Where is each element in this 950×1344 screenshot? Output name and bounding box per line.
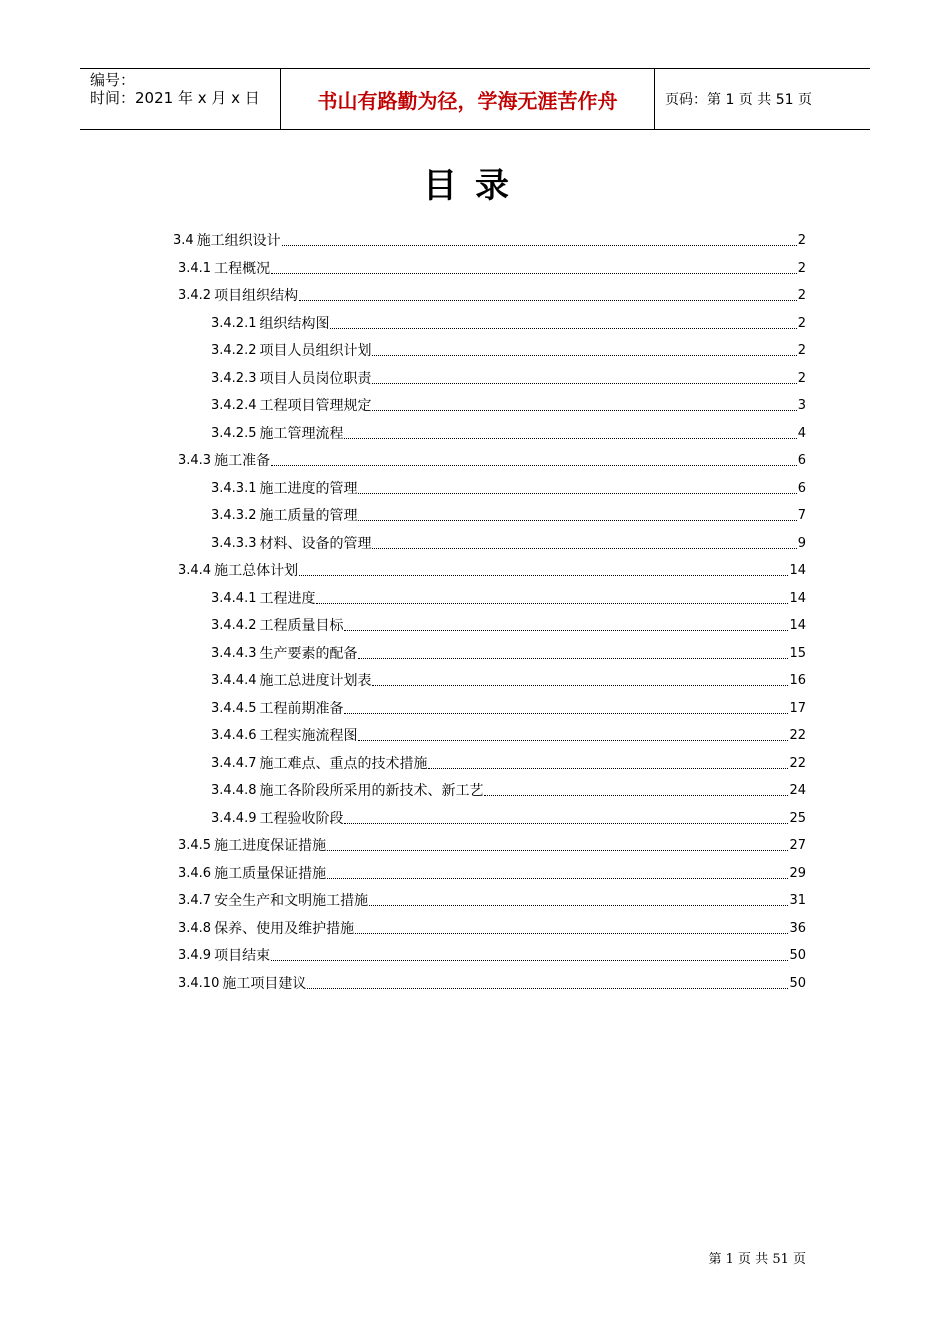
- toc-entry-page: 2: [797, 315, 806, 331]
- toc-entry-number: 3.4.3: [178, 453, 212, 468]
- toc-entry-title: 项目组织结构: [214, 288, 299, 304]
- toc-entry-page: 14: [789, 618, 806, 633]
- toc-dot-leader: [372, 382, 796, 384]
- toc-entry-page: 2: [797, 260, 806, 276]
- toc-entry-title: 施工总进度计划表: [259, 673, 372, 689]
- toc-entry-page: 9: [797, 535, 806, 551]
- toc-dot-leader: [327, 877, 788, 879]
- toc-dot-leader: [484, 794, 788, 796]
- toc-entry[interactable]: [211, 749, 806, 773]
- toc-entry-number: 3.4.1: [178, 260, 212, 276]
- toc-dot-leader: [372, 409, 796, 411]
- toc-entry-number: 3.4.10: [178, 975, 220, 991]
- toc-entry[interactable]: [178, 446, 806, 470]
- toc-entry-page: 14: [789, 563, 806, 578]
- toc-entry-number: 3.4.3.3: [211, 535, 257, 551]
- toc-entry-title: 施工总体计划: [214, 563, 299, 579]
- toc-entry-number: 3.4.4: [178, 563, 212, 578]
- toc-entry-title: 施工准备: [214, 453, 271, 469]
- toc-entry-title: 施工质量保证措施: [214, 865, 327, 882]
- toc-entry[interactable]: [211, 694, 806, 718]
- toc-entry-number: 3.4.2: [178, 288, 212, 303]
- toc-entry[interactable]: [211, 666, 806, 690]
- toc-entry-number: 3.4.4.6: [211, 728, 257, 743]
- toc-entry[interactable]: [211, 721, 806, 745]
- document-header: [80, 68, 870, 130]
- toc-entry-title: 项目人员组织计划: [259, 343, 372, 359]
- toc-dot-leader: [271, 464, 797, 466]
- toc-dot-leader: [330, 327, 796, 329]
- toc-entry-number: 3.4.2.2: [211, 343, 257, 358]
- toc-entry[interactable]: [173, 226, 806, 250]
- toc-entry-page: 3: [797, 398, 806, 413]
- toc-entry-page: 17: [789, 700, 806, 716]
- toc-entry-page: 27: [789, 838, 806, 853]
- toc-entry[interactable]: [211, 501, 806, 525]
- toc-dot-leader: [355, 932, 788, 934]
- toc-dot-leader: [271, 959, 788, 961]
- toc-entry-page: 2: [797, 288, 806, 303]
- toc-entry[interactable]: [178, 941, 806, 965]
- toc-dot-leader: [299, 574, 788, 576]
- toc-entry-page: 31: [789, 893, 806, 908]
- toc-entry-number: 3.4.5: [178, 838, 212, 853]
- toc-dot-leader: [344, 712, 788, 714]
- toc-entry-title: 施工进度的管理: [259, 480, 358, 497]
- header-page-info: 页码：第 1 页 共 51 页: [665, 92, 812, 108]
- toc-entry-title: 项目人员岗位职责: [259, 370, 372, 387]
- toc-entry-title: 保养、使用及维护措施: [214, 920, 355, 937]
- toc-entry-title: 工程概况: [214, 260, 271, 277]
- toc-entry-page: 50: [789, 975, 806, 991]
- toc-entry[interactable]: [211, 584, 806, 608]
- toc-entry-title: 施工进度保证措施: [214, 838, 327, 854]
- toc-entry[interactable]: [178, 831, 806, 855]
- toc-entry[interactable]: [211, 364, 806, 388]
- toc-entry[interactable]: [211, 804, 806, 828]
- toc-entry[interactable]: [211, 336, 806, 360]
- toc-entry-title: 组织结构图: [259, 315, 330, 332]
- toc-entry[interactable]: [211, 611, 806, 635]
- header-meta-cell: [80, 69, 281, 129]
- toc-dot-leader: [372, 354, 796, 356]
- toc-entry[interactable]: [178, 281, 806, 305]
- toc-entry-number: 3.4: [173, 233, 194, 248]
- toc-dot-leader: [358, 492, 796, 494]
- toc-entry-page: 29: [789, 865, 806, 881]
- toc-entry-number: 3.4.2.1: [211, 315, 257, 331]
- toc-entry-number: 3.4.4.1: [211, 590, 257, 606]
- header-page-cell: [655, 69, 870, 129]
- toc-entry[interactable]: [211, 639, 806, 663]
- toc-dot-leader: [344, 629, 788, 631]
- toc-entry-page: 4: [797, 425, 806, 441]
- toc-dot-leader: [358, 657, 788, 659]
- toc-entry[interactable]: [178, 886, 806, 910]
- toc-entry-number: 3.4.4.7: [211, 755, 257, 771]
- toc-entry-number: 3.4.4.5: [211, 700, 257, 716]
- toc-entry-title: 施工质量的管理: [259, 508, 358, 524]
- toc-entry[interactable]: [211, 776, 806, 800]
- toc-entry[interactable]: [211, 391, 806, 415]
- document-date-label: 时间：2021 年 x 月 x 日: [90, 89, 260, 107]
- toc-entry-page: 22: [789, 755, 806, 771]
- toc-entry[interactable]: [178, 859, 806, 883]
- toc-entry-number: 3.4.4.4: [211, 673, 257, 688]
- toc-entry-page: 15: [789, 645, 806, 661]
- toc-dot-leader: [428, 767, 788, 769]
- toc-entry-title: 施工组织设计: [196, 233, 281, 249]
- toc-entry-title: 工程项目管理规定: [259, 398, 372, 414]
- toc-entry-title: 施工难点、重点的技术措施: [259, 755, 428, 772]
- toc-entry-number: 3.4.4.8: [211, 783, 257, 798]
- toc-dot-leader: [344, 822, 788, 824]
- toc-entry-title: 施工各阶段所采用的新技术、新工艺: [259, 783, 484, 799]
- toc-entry-page: 22: [789, 728, 806, 743]
- toc-entry-number: 3.4.9: [178, 948, 212, 963]
- toc-dot-leader: [307, 987, 788, 989]
- toc-entry-page: 16: [789, 673, 806, 688]
- toc-dot-leader: [358, 739, 788, 741]
- toc-entry-title: 工程质量目标: [259, 618, 344, 634]
- toc-entry-title: 项目结束: [214, 948, 271, 964]
- toc-entry-number: 3.4.7: [178, 893, 212, 908]
- toc-entry[interactable]: [178, 914, 806, 938]
- toc-entry-page: 7: [797, 508, 806, 523]
- toc-entry[interactable]: [211, 309, 806, 333]
- document-number-label: 编号：: [90, 71, 136, 89]
- toc-title: 目录: [423, 166, 527, 206]
- toc-entry-page: 24: [789, 783, 806, 798]
- toc-entry-number: 3.4.4.2: [211, 618, 257, 633]
- toc-entry[interactable]: [178, 969, 806, 993]
- toc-dot-leader: [372, 684, 788, 686]
- toc-dot-leader: [271, 272, 797, 274]
- toc-dot-leader: [316, 602, 788, 604]
- toc-dot-leader: [344, 437, 796, 439]
- toc-entry-title: 工程验收阶段: [259, 810, 344, 827]
- toc-entry-title: 工程进度: [259, 590, 316, 607]
- toc-dot-leader: [358, 519, 796, 521]
- header-motto-cell: [281, 69, 655, 129]
- toc-entry-number: 3.4.3.1: [211, 480, 257, 496]
- toc-entry-number: 3.4.6: [178, 865, 212, 881]
- toc-entry[interactable]: [211, 419, 806, 443]
- toc-entry-number: 3.4.2.5: [211, 425, 257, 441]
- page-footer: 第 1 页 共 51 页: [708, 1252, 806, 1267]
- toc-entry-page: 2: [797, 370, 806, 386]
- toc-entry-title: 工程实施流程图: [259, 728, 358, 744]
- toc-entry-number: 3.4.8: [178, 920, 212, 936]
- toc-entry-page: 50: [789, 948, 806, 963]
- toc-entry-title: 施工管理流程: [259, 425, 344, 442]
- toc-entry-title: 工程前期准备: [259, 700, 344, 717]
- toc-entry-page: 6: [797, 480, 806, 496]
- header-motto: 书山有路勤为径，学海无涯苦作舟: [317, 88, 618, 113]
- toc-entry-page: 25: [789, 810, 806, 826]
- toc-entry-number: 3.4.4.9: [211, 810, 257, 826]
- toc-entry[interactable]: [211, 474, 806, 498]
- toc-dot-leader: [372, 547, 796, 549]
- toc-dot-leader: [299, 299, 797, 301]
- toc-entry[interactable]: [178, 556, 806, 580]
- toc-entry-title: 施工项目建议: [222, 975, 307, 992]
- toc-entry-page: 6: [797, 453, 806, 468]
- toc-entry-number: 3.4.3.2: [211, 508, 257, 523]
- toc-dot-leader: [369, 904, 788, 906]
- toc-entry-number: 3.4.4.3: [211, 645, 257, 661]
- toc-entry-number: 3.4.2.3: [211, 370, 257, 386]
- toc-dot-leader: [282, 244, 797, 246]
- toc-entry-title: 材料、设备的管理: [259, 535, 372, 552]
- toc-entry-title: 安全生产和文明施工措施: [214, 893, 369, 909]
- toc-entry-page: 2: [797, 233, 806, 248]
- toc-entry-number: 3.4.2.4: [211, 398, 257, 413]
- toc-entry-page: 36: [789, 920, 806, 936]
- toc-entry-page: 14: [789, 590, 806, 606]
- toc-entry-page: 2: [797, 343, 806, 358]
- toc-dot-leader: [327, 849, 788, 851]
- toc-entry-title: 生产要素的配备: [259, 645, 358, 662]
- toc-entry[interactable]: [211, 529, 806, 553]
- toc-entry[interactable]: [178, 254, 806, 278]
